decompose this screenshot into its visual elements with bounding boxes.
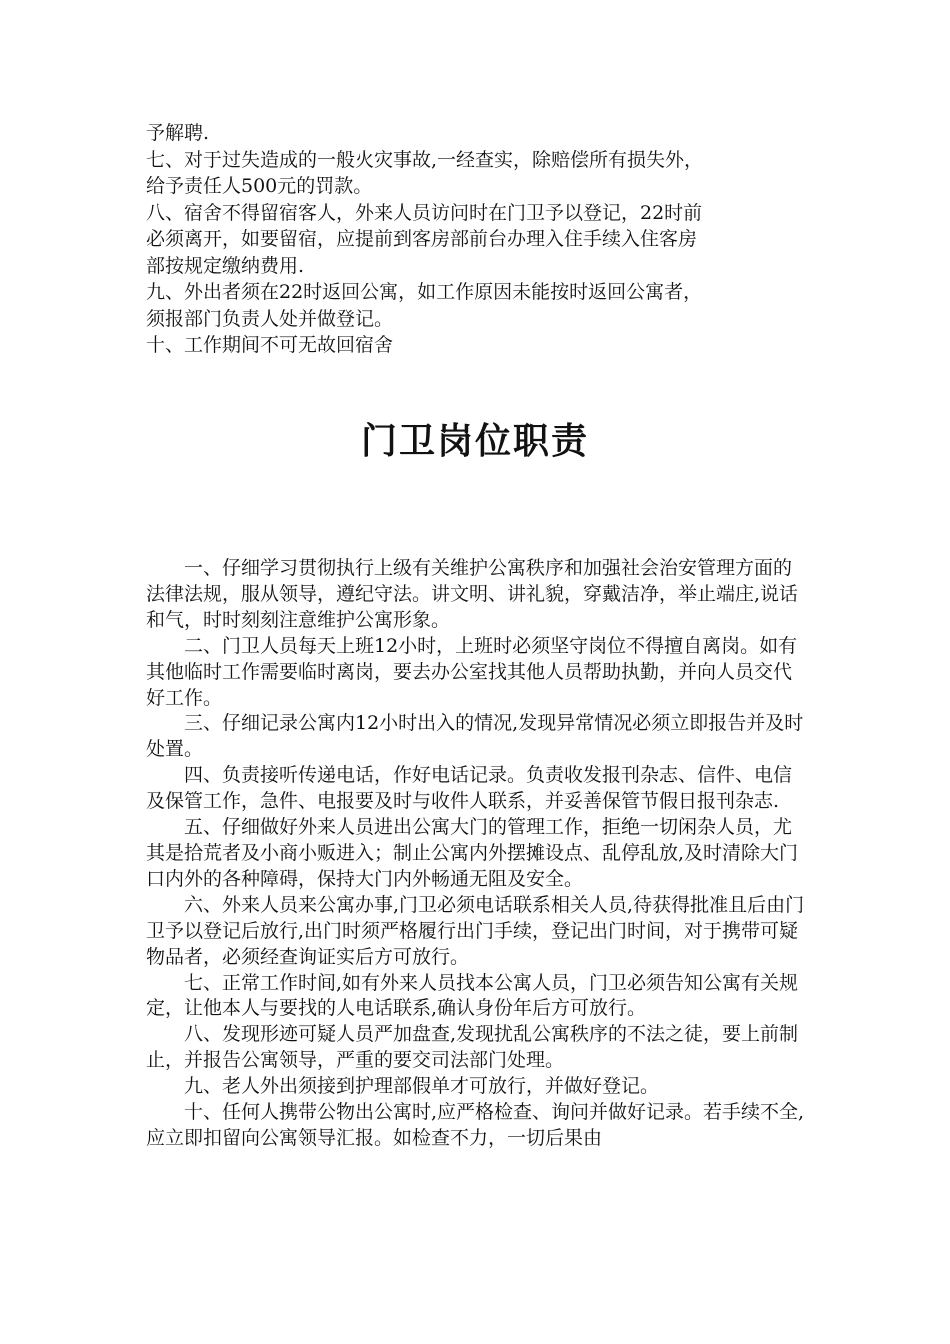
rule-line: 须报部门负责人处并做登记。 — [146, 307, 394, 330]
duty-item: 十、任何人携带公物出公寓时,应严格检查、询问并做好记录。若手续不全,应立即扣留向公寓领导汇报。如检查不力，一切后果由 — [146, 1101, 805, 1149]
duty-item: 六、外来人员来公寓办事,门卫必须电话联系相关人员,待获得批准且后由门卫予以登记后放行,出门时须严格履行出门手续，登记出门时间，对于携带可疑物品者，必须经查询证实后方可放行。 — [146, 893, 805, 968]
guard-duties-list — [146, 556, 810, 1152]
duty-item: 四、负责接听传递电话，作好电话记录。负责收发报刊杂志、信件、电信及保管工作，急件、电报要及时与收件人联系，并妥善保管节假日报刊杂志. — [146, 764, 793, 813]
rule-line: 给予责任人500元的罚款。 — [146, 175, 373, 197]
page-title: 门卫岗位职责 — [360, 420, 589, 463]
rule-line: 予解聘. — [146, 122, 210, 144]
duty-item: 九、老人外出须接到护理部假单才可放行，并做好登记。 — [184, 1075, 660, 1098]
rule-line: 部按规定缴纳费用. — [146, 254, 305, 277]
rule-line: 十、工作期间不可无故回宿舍 — [146, 334, 394, 356]
rule-line: 必须离开，如要留宿，应提前到客房部前台办理入住手续入住客房 — [146, 228, 698, 250]
duty-item: 三、仔细记录公寓内12小时出入的情况,发现异常情况必须立即报告并及时处置。 — [146, 712, 804, 761]
rule-line: 九、外出者须在22时返回公寓，如工作原因未能按时返回公寓者， — [146, 281, 703, 303]
dormitory-rules-continuation — [146, 120, 806, 359]
duty-item: 一、仔细学习贯彻执行上级有关维护公寓秩序和加强社会治安管理方面的法律法规，服从领导，遵纪守法。讲文明、讲礼貌，穿戴洁净，举止端庄,说话和气，时时刻刻注意维护公寓形象。 — [146, 557, 799, 631]
rule-line: 八、宿舍不得留宿客人，外来人员访问时在门卫予以登记，22时前 — [146, 201, 703, 224]
duty-item: 七、正常工作时间,如有外来人员找本公寓人员，门卫必须告知公寓有关规定，让他本人与要找的人电话联系,确认身份年后方可放行。 — [146, 971, 799, 1020]
duty-item: 五、仔细做好外来人员进出公寓大门的管理工作，拒绝一切闲杂人员，尤其是拾荒者及小商小贩进入；制止公寓内外摆摊设点、乱停乱放,及时清除大门口内外的各种障碍，保持大门内外畅通无阻及安全。 — [146, 816, 799, 890]
duty-item: 八、发现形迹可疑人员严加盘查,发现扰乱公寓秩序的不法之徒，要上前制止，并报告公寓领导，严重的要交司法部门处理。 — [146, 1023, 799, 1072]
duty-item: 二、门卫人员每天上班12小时，上班时必须坚守岗位不得擅自离岗。如有其他临时工作需要临时离岗，要去办公室找其他人员帮助执勤，并向人员交代好工作。 — [146, 634, 798, 709]
rule-line: 七、对于过失造成的一般火灾事故,一经查实，除赔偿所有损失外， — [146, 148, 704, 171]
